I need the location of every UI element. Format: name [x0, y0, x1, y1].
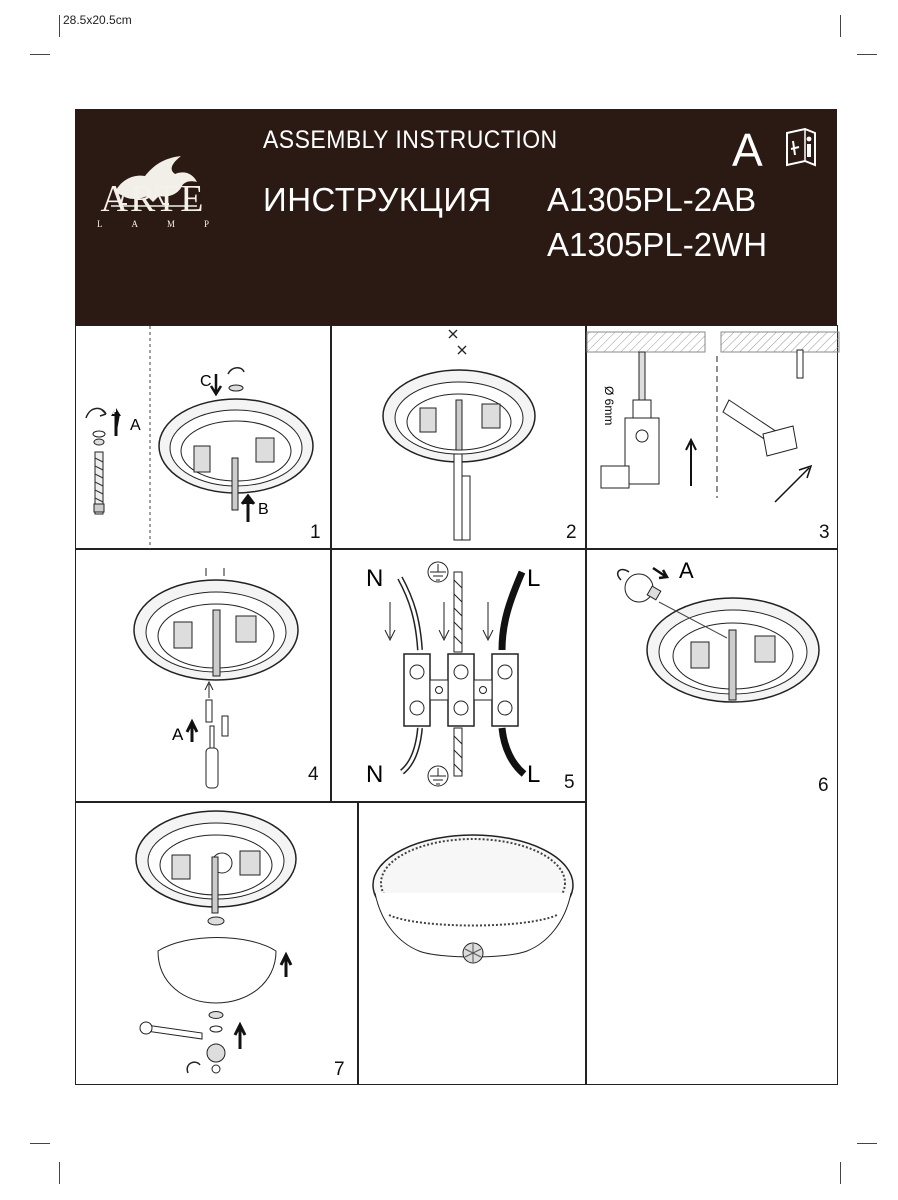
crop-mark	[840, 1162, 841, 1184]
finial-icon	[463, 943, 483, 963]
size-label: 28.5x20.5cm	[63, 13, 132, 27]
wrench-icon	[140, 1022, 202, 1039]
step-6-illustration	[587, 550, 839, 750]
light-bulb-icon	[625, 574, 661, 602]
step-5-panel	[331, 549, 586, 802]
step-1-panel	[75, 325, 331, 549]
terminal-block-icon	[404, 654, 518, 726]
info-booklet-icon	[783, 127, 819, 167]
svg-text:N: N	[366, 565, 384, 592]
crop-mark	[857, 54, 877, 55]
header-banner	[75, 109, 837, 325]
step-4-panel	[75, 549, 331, 802]
model-number-2: A1305PL-2WH	[547, 226, 768, 263]
finished-lamp-illustration	[359, 803, 587, 1086]
svg-text:L: L	[527, 761, 541, 788]
crop-mark	[59, 1162, 60, 1184]
crop-mark	[30, 1143, 50, 1144]
svg-text:N: N	[366, 761, 384, 788]
crop-mark	[840, 15, 841, 37]
svg-text:A: A	[679, 558, 694, 583]
step-5-illustration	[332, 550, 587, 803]
finished-lamp-panel	[358, 802, 586, 1085]
finial-icon	[207, 1044, 225, 1073]
threaded-rod-icon	[86, 408, 121, 514]
step-6-panel	[586, 549, 838, 1085]
step-number: 6	[818, 775, 829, 796]
screwdriver-icon	[206, 726, 218, 788]
title-russian: ИНСТРУКЦИЯ	[263, 181, 492, 218]
svg-text:L: L	[527, 565, 541, 592]
model-number-1: A1305PL-2AB	[547, 181, 757, 218]
svg-text:C: C	[200, 373, 212, 390]
svg-text:B: B	[258, 501, 269, 518]
glass-shade-icon	[158, 938, 276, 1004]
step-1-illustration	[76, 326, 332, 550]
ground-icon	[428, 766, 448, 786]
step-3-illustration	[587, 326, 839, 550]
step-number: 3	[819, 522, 830, 543]
brand-subtitle: L A M P	[97, 219, 209, 229]
step-number: 5	[564, 772, 575, 793]
step-3-panel	[586, 325, 838, 549]
step-number: 1	[310, 522, 321, 543]
svg-text:Ø 6mm: Ø 6mm	[602, 386, 616, 426]
step-7-illustration	[76, 803, 359, 1086]
crop-mark	[30, 54, 50, 55]
step-4-illustration	[76, 550, 332, 803]
brand-name: ARTE	[100, 178, 206, 220]
hammer-icon	[723, 400, 797, 456]
step-number: 2	[566, 522, 577, 543]
svg-text:A: A	[130, 417, 141, 434]
step-number: 7	[334, 1059, 345, 1080]
svg-text:A: A	[172, 725, 184, 744]
ground-icon	[428, 562, 448, 582]
language-mark: A	[732, 124, 763, 176]
ceiling-base-icon	[159, 399, 313, 510]
crop-mark	[857, 1143, 877, 1144]
step-2-panel	[331, 325, 586, 549]
step-number: 4	[308, 764, 319, 785]
step-7-panel	[75, 802, 358, 1085]
crop-mark	[59, 15, 60, 37]
title-english: ASSEMBLY INSTRUCTION	[263, 126, 558, 154]
step-2-illustration	[332, 326, 587, 550]
